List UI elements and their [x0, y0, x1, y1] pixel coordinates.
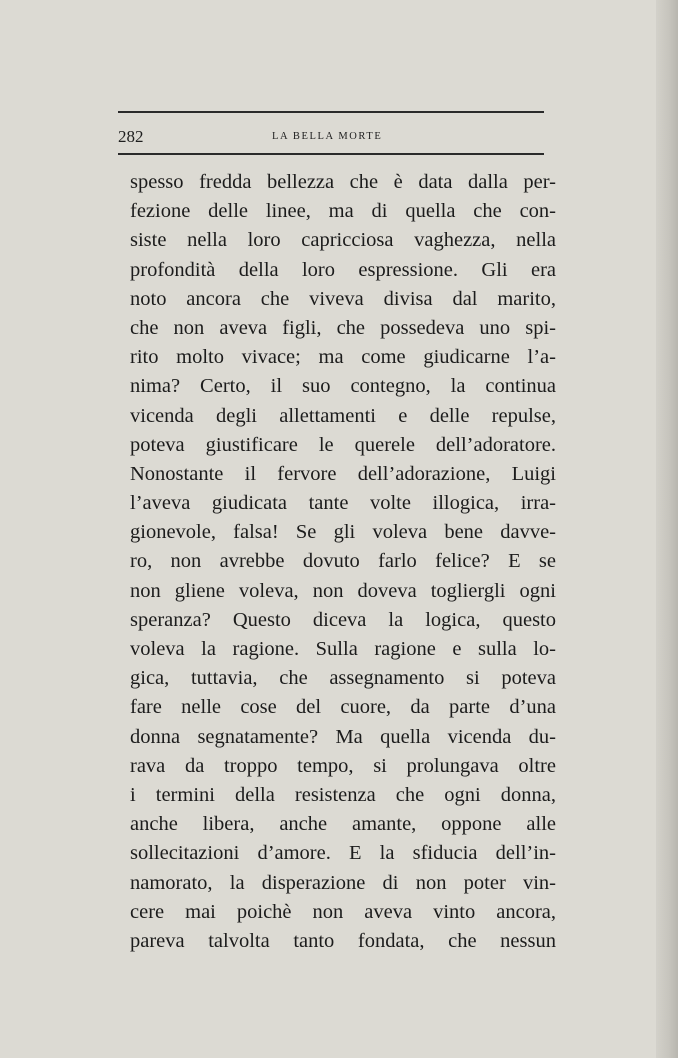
text-line: noto ancora che viveva divisa dal marito, — [130, 287, 556, 310]
text-line: Nonostante il fervore dell’adorazione, Luigi — [130, 462, 556, 485]
text-line: non gliene voleva, non doveva togliergli ogni — [130, 579, 556, 602]
text-line: poteva giustificare le querele dell’adoratore. — [130, 433, 556, 456]
text-line: pareva talvolta tanto fondata, che nessun — [130, 929, 556, 952]
text-line: voleva la ragione. Sulla ragione e sulla lo- — [130, 638, 556, 660]
text-line: namorato, la disperazione di non poter vin- — [130, 871, 556, 894]
text-line: gionevole, falsa! Se gli voleva bene davve- — [130, 521, 556, 544]
page-number: 282 — [118, 127, 144, 146]
text-line: nima? Certo, il suo contegno, la continua — [130, 375, 556, 398]
text-line: i termini della resistenza che ogni donna, — [130, 783, 556, 806]
text-line: spesso fredda bellezza che è data dalla per- — [130, 171, 556, 193]
text-line: che non aveva figli, che possedeva uno spi- — [130, 316, 556, 339]
text-line: l’aveva giudicata tante volte illogica, irra- — [130, 492, 556, 515]
text-line: sollecitazioni d’amore. E la sfiducia dell’in- — [130, 842, 556, 865]
header-rule-bottom — [118, 153, 544, 155]
text-line: vicenda degli allettamenti e delle repulse, — [130, 404, 556, 427]
text-line: anche libera, anche amante, oppone alle — [130, 813, 556, 836]
text-line: donna segnatamente? Ma quella vicenda du- — [130, 725, 556, 748]
text-line: speranza? Questo diceva la logica, questo — [130, 608, 556, 631]
text-line: siste nella loro capricciosa vaghezza, nella — [130, 229, 556, 252]
running-title: LA BELLA MORTE — [272, 131, 383, 142]
text-line: profondità della loro espressione. Gli era — [130, 258, 556, 281]
text-line: fezione delle linee, ma di quella che con- — [130, 200, 556, 223]
text-line: cere mai poichè non aveva vinto ancora, — [130, 900, 556, 923]
body-text — [130, 168, 556, 956]
text-line: ro, non avrebbe dovuto farlo felice? E se — [130, 550, 556, 573]
text-line: fare nelle cose del cuore, da parte d’una — [130, 696, 556, 719]
text-line: rito molto vivace; ma come giudicarne l’a- — [130, 346, 556, 369]
text-line: rava da troppo tempo, si prolungava oltre — [130, 754, 556, 777]
page-edge-shadow — [656, 0, 678, 1058]
text-line: gica, tuttavia, che assegnamento si poteva — [130, 667, 556, 690]
header-rule-top — [118, 111, 544, 113]
